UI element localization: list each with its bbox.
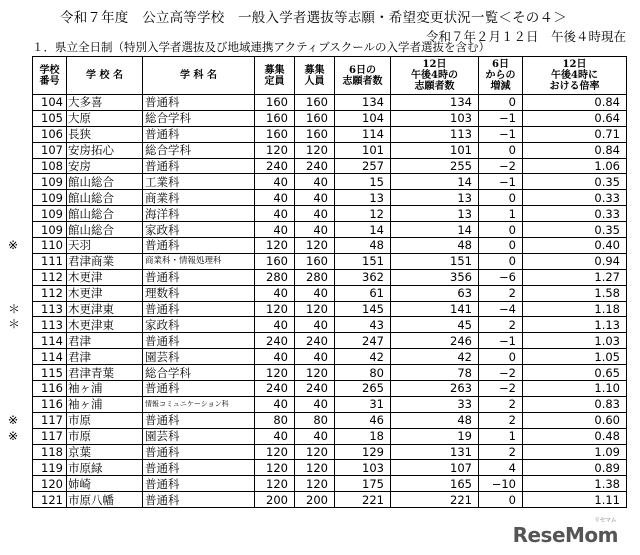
cell-no: 112 bbox=[33, 269, 67, 285]
cell-school: 館山総合 bbox=[67, 222, 143, 238]
cell-cap: 40 bbox=[255, 222, 295, 238]
cell-chg: −1 bbox=[479, 174, 523, 190]
cell-cap: 160 bbox=[255, 95, 295, 111]
cell-a6: 257 bbox=[335, 158, 391, 174]
cell-ratio: 1.03 bbox=[523, 333, 627, 349]
cell-a12: 63 bbox=[391, 285, 479, 301]
header-department: 学 科 名 bbox=[143, 57, 255, 95]
cell-dept: 普通科 bbox=[143, 269, 255, 285]
cell-a6: 14 bbox=[335, 222, 391, 238]
cell-cap: 120 bbox=[255, 476, 295, 492]
cell-no: 109 bbox=[33, 206, 67, 222]
cell-cap: 120 bbox=[255, 142, 295, 158]
cell-chg: 2 bbox=[479, 285, 523, 301]
table-row bbox=[33, 317, 627, 333]
cell-a6: 18 bbox=[335, 428, 391, 444]
cell-school: 市原緑 bbox=[67, 460, 143, 476]
cell-cap: 120 bbox=[255, 365, 295, 381]
table-row bbox=[33, 428, 627, 444]
cell-no: 113 bbox=[33, 317, 67, 333]
cell-school: 館山総合 bbox=[67, 206, 143, 222]
cell-rec: 160 bbox=[295, 95, 335, 111]
table-row bbox=[33, 476, 627, 492]
cell-a12: 134 bbox=[391, 95, 479, 111]
cell-rec: 40 bbox=[295, 317, 335, 333]
table-row bbox=[33, 190, 627, 206]
cell-cap: 40 bbox=[255, 428, 295, 444]
cell-a12: 14 bbox=[391, 222, 479, 238]
table-row bbox=[33, 444, 627, 460]
cell-chg: −1 bbox=[479, 333, 523, 349]
header-change: 6日 からの 増減 bbox=[479, 57, 523, 95]
cell-dept: 商業科 bbox=[143, 190, 255, 206]
cell-a12: 107 bbox=[391, 460, 479, 476]
table-row bbox=[33, 174, 627, 190]
cell-rec: 200 bbox=[295, 492, 335, 508]
cell-ratio: 0.33 bbox=[523, 206, 627, 222]
cell-rec: 120 bbox=[295, 238, 335, 254]
cell-a12: 33 bbox=[391, 396, 479, 412]
cell-chg: 0 bbox=[479, 222, 523, 238]
cell-ratio: 1.27 bbox=[523, 269, 627, 285]
cell-cap: 160 bbox=[255, 126, 295, 142]
cell-a6: 61 bbox=[335, 285, 391, 301]
cell-dept: 園芸科 bbox=[143, 428, 255, 444]
table-row bbox=[33, 110, 627, 126]
cell-cap: 120 bbox=[255, 444, 295, 460]
cell-rec: 40 bbox=[295, 349, 335, 365]
header-capacity: 募集 定員 bbox=[255, 57, 295, 95]
cell-a6: 134 bbox=[335, 95, 391, 111]
cell-a12: 255 bbox=[391, 158, 479, 174]
cell-chg: −4 bbox=[479, 301, 523, 317]
cell-school: 市原 bbox=[67, 412, 143, 428]
cell-chg: −2 bbox=[479, 381, 523, 397]
cell-ratio: 0.64 bbox=[523, 110, 627, 126]
cell-rec: 80 bbox=[295, 412, 335, 428]
cell-cap: 160 bbox=[255, 110, 295, 126]
cell-chg: 0 bbox=[479, 95, 523, 111]
cell-a6: 48 bbox=[335, 238, 391, 254]
cell-ratio: 0.35 bbox=[523, 222, 627, 238]
cell-ratio: 0.48 bbox=[523, 428, 627, 444]
cell-dept: 普通科 bbox=[143, 492, 255, 508]
cell-a12: 103 bbox=[391, 110, 479, 126]
cell-rec: 280 bbox=[295, 269, 335, 285]
cell-ratio: 1.05 bbox=[523, 349, 627, 365]
cell-cap: 240 bbox=[255, 381, 295, 397]
cell-dept: 普通科 bbox=[143, 444, 255, 460]
cell-cap: 160 bbox=[255, 253, 295, 269]
cell-dept: 情報コミュニケーション科 bbox=[143, 396, 255, 412]
cell-ratio: 0.40 bbox=[523, 238, 627, 254]
cell-school: 木更津 bbox=[67, 285, 143, 301]
cell-school: 君津 bbox=[67, 349, 143, 365]
cell-rec: 40 bbox=[295, 222, 335, 238]
cell-no: 113 bbox=[33, 301, 67, 317]
date-line: 令和７年２月１２日 午後４時現在 bbox=[425, 29, 626, 44]
cell-rec: 240 bbox=[295, 158, 335, 174]
table-row bbox=[33, 253, 627, 269]
cell-cap: 40 bbox=[255, 349, 295, 365]
section-heading: １．県立全日制（特別入学者選抜及び地域連携アクティブスクールの入学者選抜を含む） bbox=[32, 40, 491, 54]
cell-ratio: 1.11 bbox=[523, 492, 627, 508]
cell-school: 君津青葉 bbox=[67, 365, 143, 381]
cell-dept: 総合学科 bbox=[143, 142, 255, 158]
cell-school: 袖ヶ浦 bbox=[67, 381, 143, 397]
table-row bbox=[33, 349, 627, 365]
cell-no: 109 bbox=[33, 174, 67, 190]
cell-dept: 普通科 bbox=[143, 238, 255, 254]
cell-rec: 40 bbox=[295, 428, 335, 444]
cell-school: 木更津東 bbox=[67, 301, 143, 317]
cell-ratio: 0.89 bbox=[523, 460, 627, 476]
logo-text: ReseMom bbox=[512, 523, 618, 547]
cell-dept: 家政科 bbox=[143, 317, 255, 333]
cell-cap: 120 bbox=[255, 301, 295, 317]
cell-dept: 普通科 bbox=[143, 412, 255, 428]
cell-a6: 247 bbox=[335, 333, 391, 349]
table-row bbox=[33, 460, 627, 476]
cell-cap: 280 bbox=[255, 269, 295, 285]
cell-cap: 40 bbox=[255, 317, 295, 333]
table-row bbox=[33, 381, 627, 397]
logo-subtext: リセマム bbox=[594, 517, 616, 524]
cell-ratio: 1.38 bbox=[523, 476, 627, 492]
cell-chg: 0 bbox=[479, 142, 523, 158]
cell-no: 116 bbox=[33, 396, 67, 412]
cell-a12: 356 bbox=[391, 269, 479, 285]
cell-no: 105 bbox=[33, 110, 67, 126]
cell-a6: 101 bbox=[335, 142, 391, 158]
table-row bbox=[33, 365, 627, 381]
cell-a12: 78 bbox=[391, 365, 479, 381]
cell-school: 長狭 bbox=[67, 126, 143, 142]
row-mark: ※ bbox=[8, 429, 19, 443]
cell-cap: 240 bbox=[255, 158, 295, 174]
cell-dept: 工業科 bbox=[143, 174, 255, 190]
cell-no: 117 bbox=[33, 428, 67, 444]
cell-chg: −1 bbox=[479, 126, 523, 142]
cell-dept: 普通科 bbox=[143, 476, 255, 492]
cell-a6: 31 bbox=[335, 396, 391, 412]
table-row bbox=[33, 269, 627, 285]
cell-cap: 40 bbox=[255, 285, 295, 301]
cell-ratio: 1.10 bbox=[523, 381, 627, 397]
cell-a6: 43 bbox=[335, 317, 391, 333]
header-ratio: 12日 午後4時に おける倍率 bbox=[523, 57, 627, 95]
cell-rec: 40 bbox=[295, 174, 335, 190]
cell-no: 117 bbox=[33, 412, 67, 428]
cell-dept: 普通科 bbox=[143, 126, 255, 142]
cell-dept: 普通科 bbox=[143, 381, 255, 397]
table-row bbox=[33, 126, 627, 142]
cell-a6: 114 bbox=[335, 126, 391, 142]
cell-a6: 151 bbox=[335, 253, 391, 269]
table-row bbox=[33, 333, 627, 349]
cell-rec: 40 bbox=[295, 190, 335, 206]
cell-no: 110 bbox=[33, 238, 67, 254]
cell-cap: 240 bbox=[255, 333, 295, 349]
cell-chg: 0 bbox=[479, 238, 523, 254]
header-school-number: 学校 番号 bbox=[33, 57, 67, 95]
cell-chg: 2 bbox=[479, 396, 523, 412]
cell-no: 112 bbox=[33, 285, 67, 301]
cell-school: 袖ヶ浦 bbox=[67, 396, 143, 412]
cell-school: 安房 bbox=[67, 158, 143, 174]
cell-dept: 普通科 bbox=[143, 333, 255, 349]
cell-chg: 4 bbox=[479, 460, 523, 476]
cell-a6: 175 bbox=[335, 476, 391, 492]
cell-ratio: 1.09 bbox=[523, 444, 627, 460]
table-row bbox=[33, 492, 627, 508]
cell-chg: 2 bbox=[479, 412, 523, 428]
cell-chg: 0 bbox=[479, 253, 523, 269]
cell-school: 市原八幡 bbox=[67, 492, 143, 508]
cell-cap: 200 bbox=[255, 492, 295, 508]
cell-school: 天羽 bbox=[67, 238, 143, 254]
cell-ratio: 0.94 bbox=[523, 253, 627, 269]
cell-ratio: 1.06 bbox=[523, 158, 627, 174]
cell-dept: 園芸科 bbox=[143, 349, 255, 365]
cell-ratio: 0.84 bbox=[523, 95, 627, 111]
table-row bbox=[33, 301, 627, 317]
cell-chg: 1 bbox=[479, 206, 523, 222]
cell-a12: 42 bbox=[391, 349, 479, 365]
cell-rec: 40 bbox=[295, 285, 335, 301]
cell-a6: 15 bbox=[335, 174, 391, 190]
cell-a12: 151 bbox=[391, 253, 479, 269]
cell-a12: 101 bbox=[391, 142, 479, 158]
cell-no: 107 bbox=[33, 142, 67, 158]
cell-a12: 141 bbox=[391, 301, 479, 317]
cell-cap: 120 bbox=[255, 238, 295, 254]
header-school-name: 学 校 名 bbox=[67, 57, 143, 95]
cell-a12: 221 bbox=[391, 492, 479, 508]
cell-rec: 160 bbox=[295, 126, 335, 142]
cell-ratio: 0.65 bbox=[523, 365, 627, 381]
cell-chg: 0 bbox=[479, 190, 523, 206]
cell-a12: 19 bbox=[391, 428, 479, 444]
cell-cap: 40 bbox=[255, 174, 295, 190]
cell-school: 木更津東 bbox=[67, 317, 143, 333]
cell-no: 118 bbox=[33, 444, 67, 460]
cell-a6: 13 bbox=[335, 190, 391, 206]
cell-dept: 普通科 bbox=[143, 95, 255, 111]
header-applicants-12th: 12日 午後4時の 志願者数 bbox=[391, 57, 479, 95]
cell-school: 君津商業 bbox=[67, 253, 143, 269]
cell-a12: 13 bbox=[391, 206, 479, 222]
cell-no: 119 bbox=[33, 460, 67, 476]
table-row bbox=[33, 396, 627, 412]
cell-rec: 120 bbox=[295, 301, 335, 317]
cell-rec: 160 bbox=[295, 253, 335, 269]
row-mark: ＊ bbox=[8, 317, 21, 331]
cell-a12: 131 bbox=[391, 444, 479, 460]
cell-rec: 120 bbox=[295, 444, 335, 460]
cell-no: 106 bbox=[33, 126, 67, 142]
cell-school: 安房拓心 bbox=[67, 142, 143, 158]
cell-a12: 13 bbox=[391, 190, 479, 206]
cell-cap: 120 bbox=[255, 460, 295, 476]
table-row bbox=[33, 206, 627, 222]
cell-no: 114 bbox=[33, 349, 67, 365]
cell-chg: −2 bbox=[479, 158, 523, 174]
cell-chg: −6 bbox=[479, 269, 523, 285]
cell-rec: 40 bbox=[295, 206, 335, 222]
document-title: 令和７年度 公立高等学校 一般入学者選抜等志願・希望変更状況一覧＜その４＞ bbox=[60, 10, 567, 26]
cell-a12: 14 bbox=[391, 174, 479, 190]
cell-chg: −1 bbox=[479, 110, 523, 126]
cell-a12: 246 bbox=[391, 333, 479, 349]
cell-school: 大原 bbox=[67, 110, 143, 126]
cell-no: 109 bbox=[33, 222, 67, 238]
cell-dept: 普通科 bbox=[143, 460, 255, 476]
cell-dept: 総合学科 bbox=[143, 110, 255, 126]
table-row bbox=[33, 142, 627, 158]
cell-no: 114 bbox=[33, 333, 67, 349]
cell-ratio: 0.33 bbox=[523, 190, 627, 206]
cell-rec: 40 bbox=[295, 396, 335, 412]
table-row bbox=[33, 238, 627, 254]
cell-a12: 113 bbox=[391, 126, 479, 142]
table-row bbox=[33, 222, 627, 238]
cell-school: 館山総合 bbox=[67, 174, 143, 190]
cell-ratio: 0.60 bbox=[523, 412, 627, 428]
cell-no: 104 bbox=[33, 95, 67, 111]
cell-rec: 120 bbox=[295, 460, 335, 476]
cell-chg: 1 bbox=[479, 428, 523, 444]
cell-cap: 40 bbox=[255, 206, 295, 222]
cell-school: 市原 bbox=[67, 428, 143, 444]
cell-ratio: 1.18 bbox=[523, 301, 627, 317]
row-mark: ※ bbox=[8, 413, 19, 427]
cell-rec: 120 bbox=[295, 142, 335, 158]
cell-chg: 0 bbox=[479, 349, 523, 365]
header-recruitment: 募集 人員 bbox=[295, 57, 335, 95]
cell-chg: −10 bbox=[479, 476, 523, 492]
cell-dept: 普通科 bbox=[143, 158, 255, 174]
cell-cap: 40 bbox=[255, 190, 295, 206]
cell-school: 君津 bbox=[67, 333, 143, 349]
cell-a6: 362 bbox=[335, 269, 391, 285]
cell-school: 京葉 bbox=[67, 444, 143, 460]
cell-rec: 120 bbox=[295, 476, 335, 492]
table-body bbox=[33, 95, 627, 508]
cell-school: 館山総合 bbox=[67, 190, 143, 206]
cell-rec: 160 bbox=[295, 110, 335, 126]
cell-dept: 商業科・情報処理科 bbox=[143, 253, 255, 269]
cell-a12: 48 bbox=[391, 238, 479, 254]
cell-chg: 2 bbox=[479, 444, 523, 460]
cell-chg: 2 bbox=[479, 317, 523, 333]
table-row bbox=[33, 412, 627, 428]
cell-chg: 0 bbox=[479, 492, 523, 508]
cell-no: 121 bbox=[33, 492, 67, 508]
cell-ratio: 0.71 bbox=[523, 126, 627, 142]
cell-dept: 普通科 bbox=[143, 301, 255, 317]
cell-a6: 42 bbox=[335, 349, 391, 365]
cell-a6: 104 bbox=[335, 110, 391, 126]
cell-a6: 80 bbox=[335, 365, 391, 381]
cell-cap: 40 bbox=[255, 396, 295, 412]
cell-rec: 240 bbox=[295, 381, 335, 397]
cell-no: 116 bbox=[33, 381, 67, 397]
cell-ratio: 1.58 bbox=[523, 285, 627, 301]
cell-no: 111 bbox=[33, 253, 67, 269]
header-row bbox=[33, 57, 627, 95]
cell-a6: 145 bbox=[335, 301, 391, 317]
cell-a12: 48 bbox=[391, 412, 479, 428]
applicants-table bbox=[32, 56, 627, 508]
cell-school: 木更津 bbox=[67, 269, 143, 285]
cell-no: 120 bbox=[33, 476, 67, 492]
header-applicants-6th: 6日の 志願者数 bbox=[335, 57, 391, 95]
cell-ratio: 1.13 bbox=[523, 317, 627, 333]
cell-no: 115 bbox=[33, 365, 67, 381]
table-row bbox=[33, 285, 627, 301]
row-mark: ＊ bbox=[8, 302, 21, 316]
row-mark: ※ bbox=[8, 238, 19, 252]
cell-a6: 103 bbox=[335, 460, 391, 476]
cell-no: 109 bbox=[33, 190, 67, 206]
cell-a6: 46 bbox=[335, 412, 391, 428]
cell-dept: 総合学科 bbox=[143, 365, 255, 381]
cell-dept: 理数科 bbox=[143, 285, 255, 301]
cell-a6: 221 bbox=[335, 492, 391, 508]
cell-school: 姉崎 bbox=[67, 476, 143, 492]
cell-a6: 265 bbox=[335, 381, 391, 397]
cell-chg: −2 bbox=[479, 365, 523, 381]
cell-dept: 海洋科 bbox=[143, 206, 255, 222]
cell-a12: 165 bbox=[391, 476, 479, 492]
cell-dept: 家政科 bbox=[143, 222, 255, 238]
cell-a12: 45 bbox=[391, 317, 479, 333]
resemom-logo bbox=[512, 517, 618, 547]
cell-cap: 80 bbox=[255, 412, 295, 428]
cell-ratio: 0.83 bbox=[523, 396, 627, 412]
cell-a12: 263 bbox=[391, 381, 479, 397]
cell-rec: 120 bbox=[295, 365, 335, 381]
cell-school: 大多喜 bbox=[67, 95, 143, 111]
table-row bbox=[33, 158, 627, 174]
cell-ratio: 0.84 bbox=[523, 142, 627, 158]
cell-no: 108 bbox=[33, 158, 67, 174]
cell-a6: 129 bbox=[335, 444, 391, 460]
table-row bbox=[33, 95, 627, 111]
cell-a6: 12 bbox=[335, 206, 391, 222]
cell-ratio: 0.35 bbox=[523, 174, 627, 190]
cell-rec: 240 bbox=[295, 333, 335, 349]
